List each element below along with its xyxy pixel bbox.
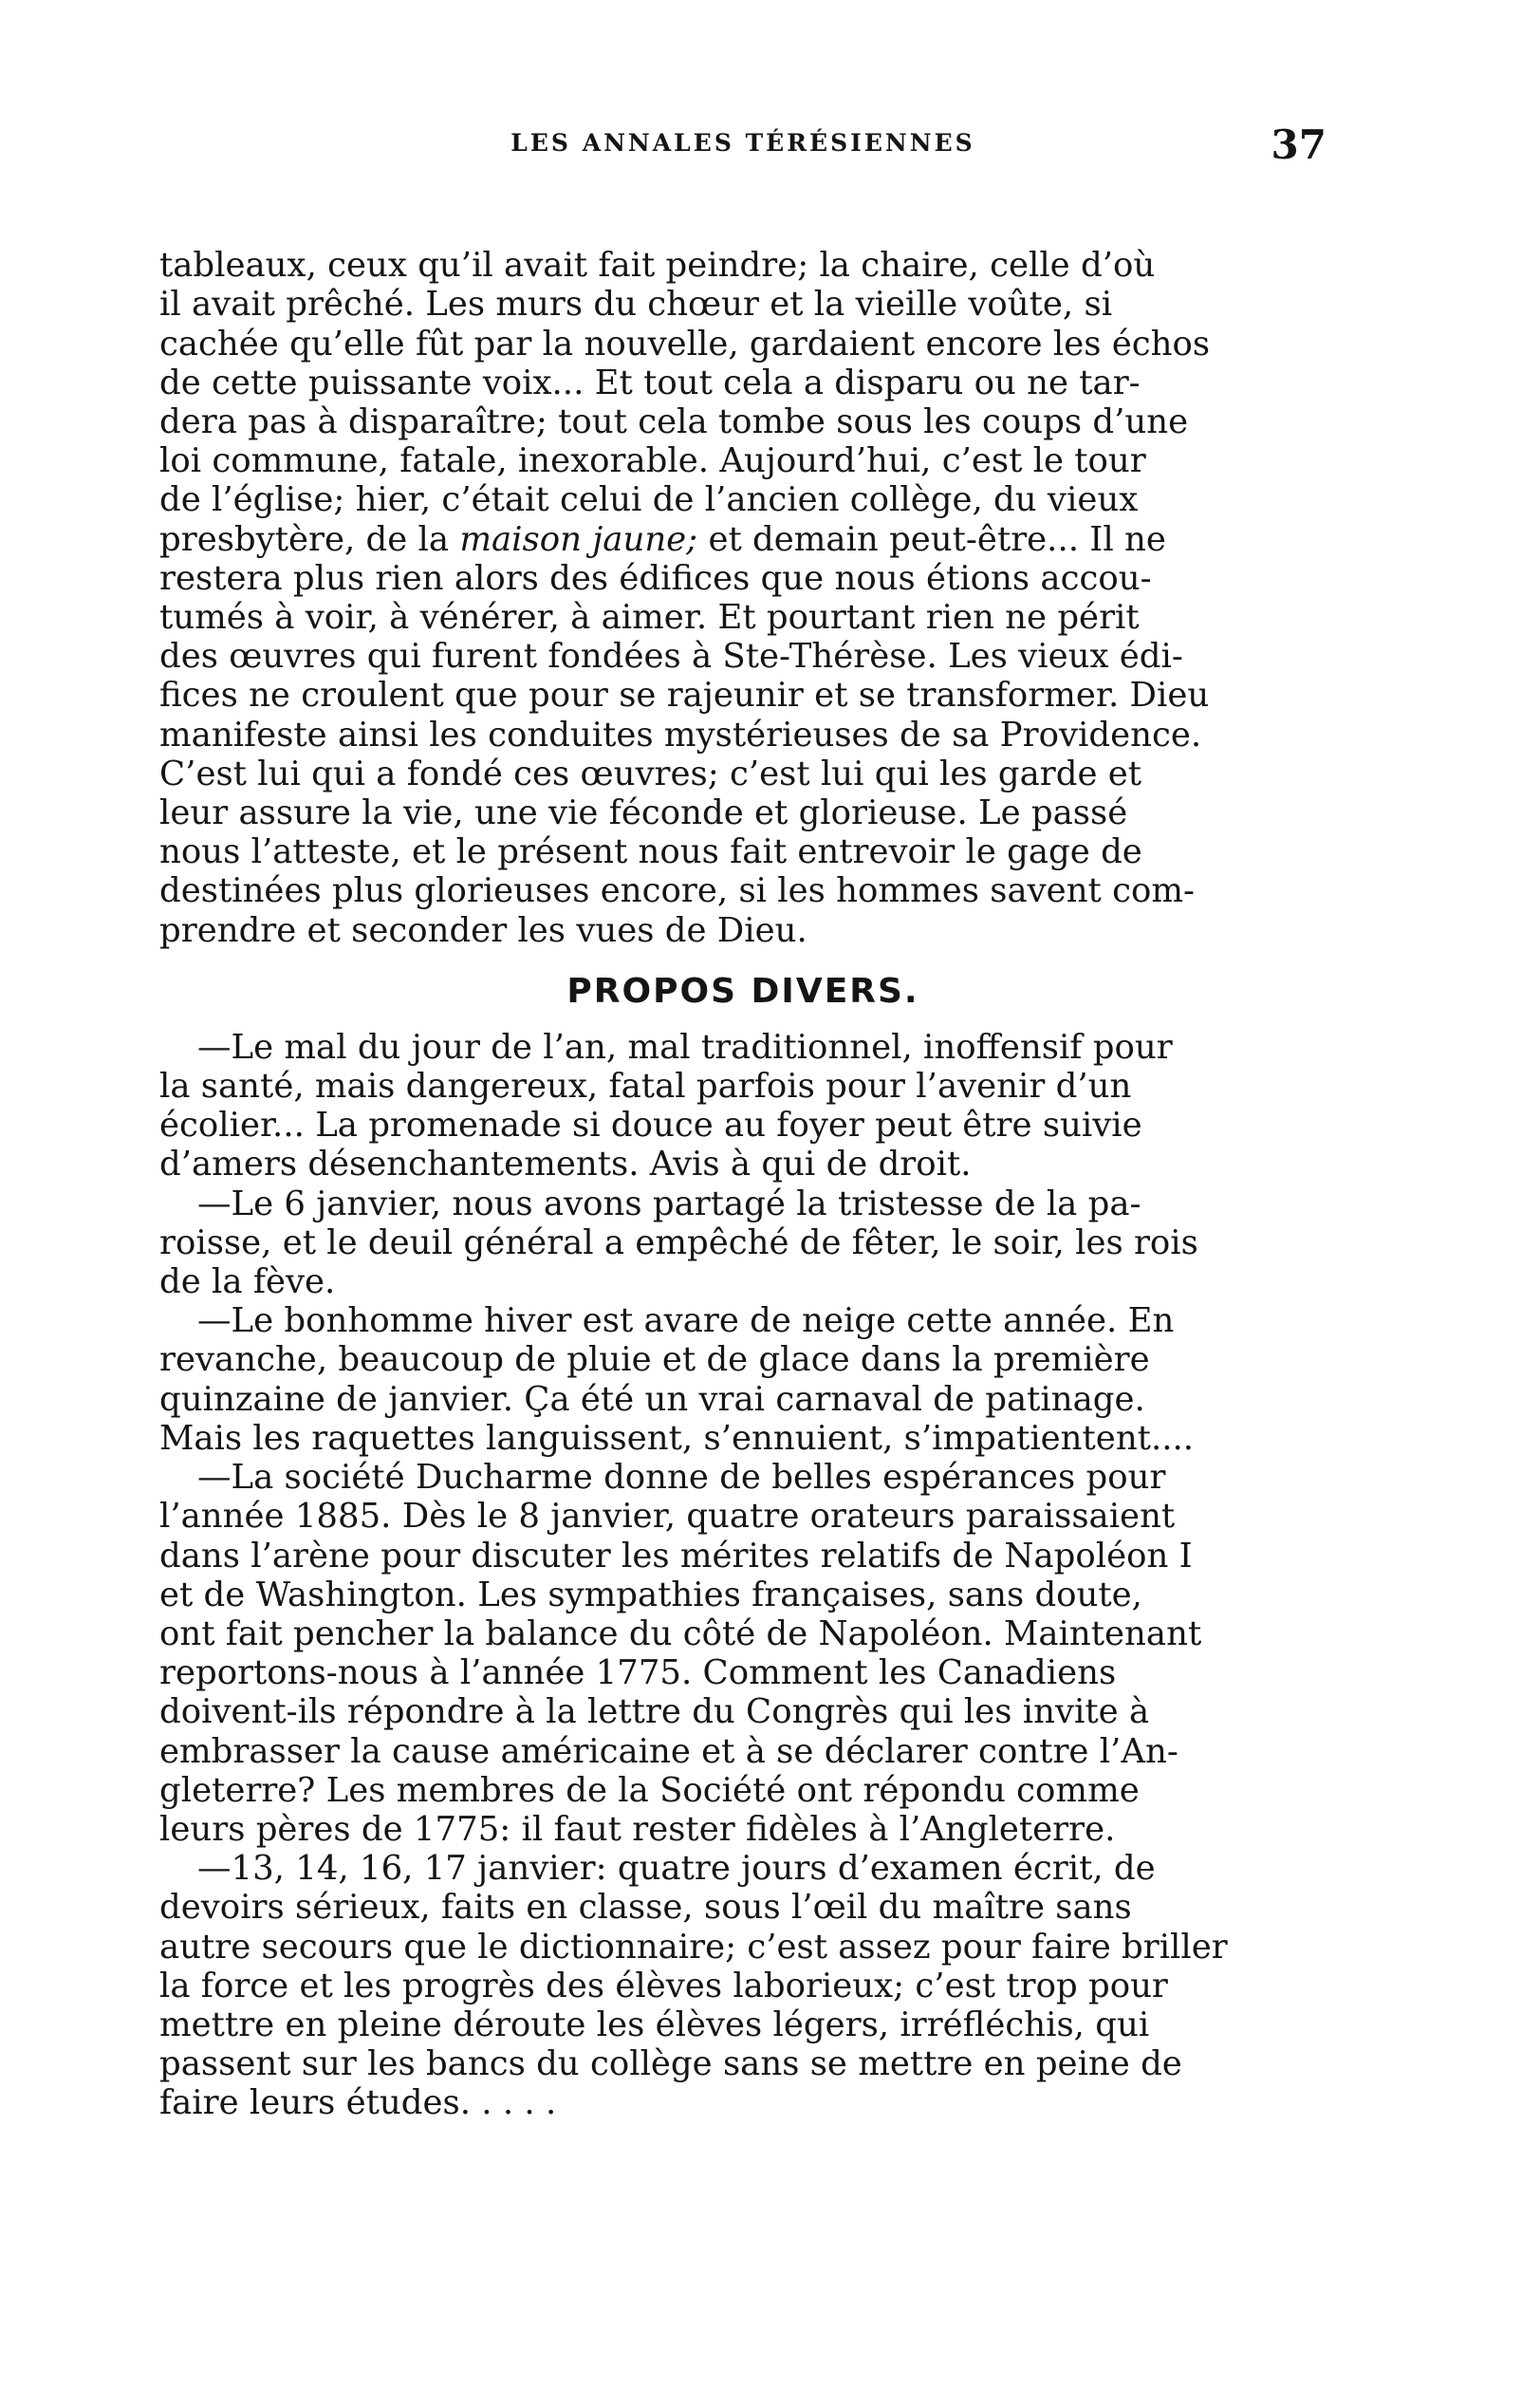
italic-text: maison jaune; (459, 519, 698, 559)
running-header (159, 121, 1327, 178)
page-number: 37 (1271, 121, 1327, 168)
opening-text-after-italic: et demain peut-être... Il ne restera plus rien alors des édifices que nous étions accou- tumés à voir, à vénérer, à aimer. Et pourtant rien ne périt des œuvres qui furent fondées à Ste-Thérèse. Les vieux édi- fices ne croulent que pour se rajeunir et se transformer. Dieu manifeste ainsi les conduites mystérieuses de sa Providence. C’est lui qui a fondé ces œuvres; c’est lui qui les garde et leur assure la vie, une vie féconde et glorieuse. Le passé nous l’atteste, et le présent nous fait entrevoir le gage de destinées plus glorieuses encore, si les hommes savent com- prendre et seconder les vues de Dieu. (159, 519, 1210, 950)
body-paragraph: —Le bonhomme hiver est avare de neige cette année. En revanche, beaucoup de pluie et de glace dans la première quinzaine de janvier. Ça été un vrai carnaval de patinage. Mais les raquettes languissent, s’ennuient, s’impatientent.... (159, 1301, 1195, 1458)
page-content (159, 207, 1327, 2295)
section-heading: PROPOS DIVERS. (566, 971, 919, 1011)
body-paragraph: —Le mal du jour de l’an, mal traditionnel, inoffensif pour la santé, mais dangereux, fatal parfois pour l’avenir d’un écolier... La promenade si douce au foyer peut être suivie d’amers désenchantements. Avis à qui de droit. (159, 1027, 1173, 1184)
running-title: LES ANNALES TÉRÉSIENNES (510, 129, 975, 157)
body-paragraph: —Le 6 janvier, nous avons partagé la tristesse de la pa- roisse, et le deuil général a empêché de fêter, le soir, les rois de la fève. (159, 1184, 1198, 1302)
body-paragraph: —La société Ducharme donne de belles espérances pour l’année 1885. Dès le 8 janvier, quatre orateurs paraissaient dans l’arène pour discuter les mérites relatifs de Napoléon I et de Washington. Les sympathies françaises, sans doute, ont fait pencher la balance du côté de Napoléon. Maintenant reportons-nous à l’année 1775. Comment les Canadiens doivent-ils répondre à la lettre du Congrès qui les invite à embrasser la cause américaine et à se déclarer contre l’An- gleterre? Les membres de la Société ont répondu comme leurs pères de 1775: il faut rester fidèles à l’Angleterre. (159, 1458, 1202, 1849)
opening-paragraph (159, 207, 1327, 950)
opening-text-before-italic: tableaux, ceux qu’il avait fait peindre; la chaire, celle d’où il avait prêché. Les murs du chœur et la vieille voûte, si cachée qu’elle fût par la nouvelle, gardaient encore les échos de cette puissante voix... Et tout cela a disparu ou ne tar- dera pas à disparaître; tout cela tombe sous les coups d’une loi commune, fatale, inexorable. Aujourd’hui, c’est le tour de l’église; hier, c’était celui de l’ancien collège, du vieux presbytère, de la (159, 246, 1211, 559)
body-paragraph: —13, 14, 16, 17 janvier: quatre jours d’examen écrit, de devoirs sérieux, faits en classe, sous l’œil du maître sans autre secours que le dictionnaire; c’est assez pour faire briller la force et les progrès des élèves laborieux; c’est trop pour mettre en pleine déroute les élèves légers, irréfléchis, qui passent sur les bancs du collège sans se mettre en peine de faire leurs études. . . . . (159, 1849, 1228, 2123)
